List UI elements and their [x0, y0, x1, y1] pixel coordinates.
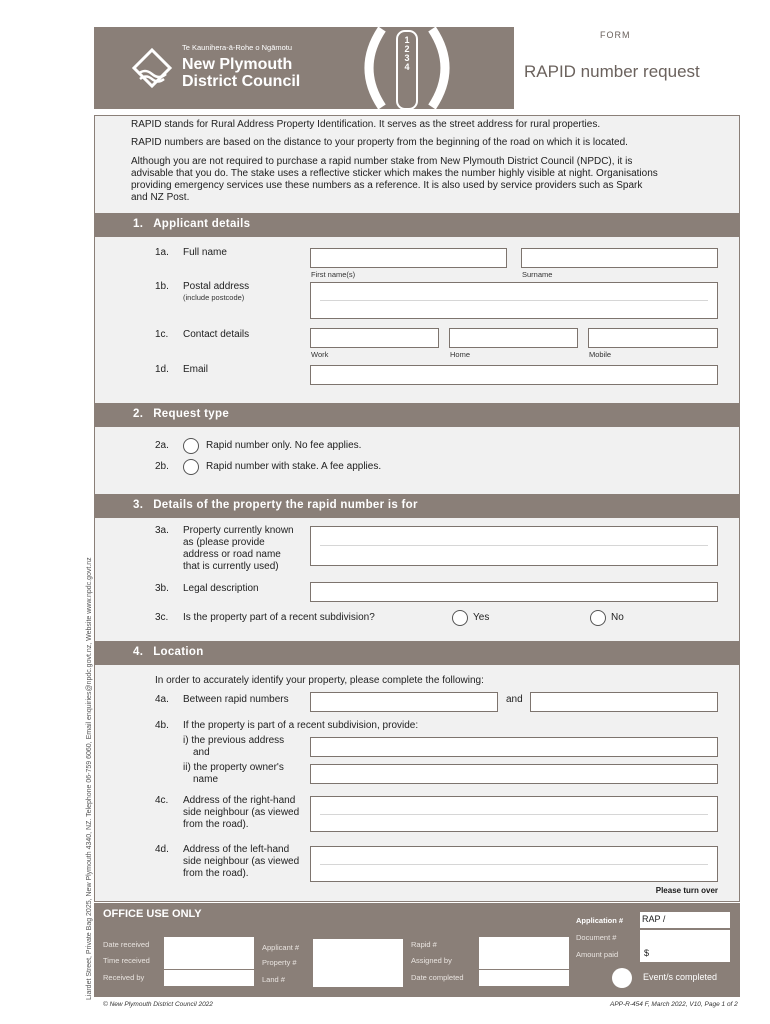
time-received-input[interactable]	[164, 953, 254, 969]
form-label: FORM	[600, 30, 631, 40]
form-reference: APP-R-454 F, March 2022, V10, Page 1 of 2	[610, 1001, 738, 1008]
email-label: Email	[183, 364, 209, 375]
document-number-input[interactable]	[640, 930, 730, 946]
field-rule	[320, 814, 708, 815]
item-number: 3a.	[155, 525, 169, 536]
property-number-label: Property #	[262, 958, 297, 967]
council-maori-name: Te Kaunihera-ā-Rohe o Ngāmotu	[182, 43, 293, 52]
right-neighbour-label: Address of the right-hand side neighbour (as viewed from the road).	[183, 795, 300, 830]
subdivision-yes-label: Yes	[473, 612, 490, 623]
council-name: New Plymouth District Council	[182, 56, 301, 90]
property-number-input[interactable]	[313, 955, 403, 971]
mobile-caption: Mobile	[589, 350, 612, 359]
item-number: 2b.	[155, 461, 169, 472]
office-use-title: OFFICE USE ONLY	[103, 908, 202, 920]
copyright-text: © New Plymouth District Council 2022	[103, 1001, 213, 1008]
rapid-with-stake-radio[interactable]	[183, 459, 199, 475]
item-number: 1d.	[155, 364, 169, 375]
received-by-input[interactable]	[164, 970, 254, 986]
home-caption: Home	[450, 350, 471, 359]
item-number: 4b.	[155, 720, 169, 731]
work-caption: Work	[311, 350, 329, 359]
mobile-phone-input[interactable]	[588, 328, 718, 348]
application-number-input[interactable]: RAP /	[640, 912, 730, 928]
postal-address-label: Postal address	[183, 281, 250, 292]
rapid-number-office-input[interactable]	[479, 937, 569, 953]
field-rule	[320, 864, 708, 865]
form-title: RAPID number request	[524, 62, 700, 81]
rapid-with-stake-label: Rapid number with stake. A fee applies.	[206, 461, 382, 472]
first-name-input[interactable]	[310, 248, 507, 268]
land-number-input[interactable]	[313, 971, 403, 987]
document-number-label: Document #	[576, 933, 617, 942]
assigned-by-input[interactable]	[479, 953, 569, 969]
contact-details-label: Contact details	[183, 329, 250, 340]
rapid-only-radio[interactable]	[183, 438, 199, 454]
item-number: 4c.	[155, 795, 169, 806]
date-completed-input[interactable]	[479, 970, 569, 986]
intro-paragraph-3: Although you are not required to purchase a rapid number stake from New Plymouth District Council (NPDC), it is advisable that you do. The stake uses a reflective sticker which makes the number highly visible at night. Organisations providing emergency services use these numbers as a reference. It is also used by service providers such as Spark and NZ Post.	[131, 156, 658, 203]
subdivision-yes-radio[interactable]	[452, 610, 468, 626]
council-contact-sidebar: Liardet Street, Private Bag 2025, New Plymouth 4340, NZ. Telephone 06-759 6060, Email enquiries@npdc.govt.nz, Website www.npdc.govt.nz	[86, 557, 93, 1000]
item-number: 4d.	[155, 844, 169, 855]
legal-description-input[interactable]	[310, 582, 718, 602]
application-number-label: Application #	[576, 916, 624, 925]
subdivision-provide-label: If the property is part of a recent subdivision, provide:	[183, 720, 419, 731]
date-completed-label: Date completed	[411, 973, 464, 982]
and-label: and	[506, 694, 523, 705]
section-1-header: 1. Applicant details	[95, 213, 740, 237]
full-name-label: Full name	[183, 247, 227, 258]
owner-name-input[interactable]	[310, 764, 718, 784]
surname-input[interactable]	[521, 248, 718, 268]
home-phone-input[interactable]	[449, 328, 578, 348]
legal-description-label: Legal description	[183, 583, 259, 594]
item-number: 3b.	[155, 583, 169, 594]
turn-over-note: Please turn over	[655, 886, 718, 895]
received-by-label: Received by	[103, 973, 145, 982]
rapid-only-label: Rapid number only. No fee applies.	[206, 440, 362, 451]
left-neighbour-label: Address of the left-hand side neighbour (as viewed from the road).	[183, 844, 300, 879]
surname-caption: Surname	[522, 270, 553, 279]
property-known-as-label: Property currently known as (please provide address or road name that is currently used)	[183, 525, 294, 572]
rapid-number-to-input[interactable]	[530, 692, 718, 712]
applicant-number-label: Applicant #	[262, 943, 300, 952]
previous-address-label: i) the previous address and	[183, 735, 285, 758]
item-number: 2a.	[155, 440, 169, 451]
item-number: 3c.	[155, 612, 169, 623]
section-4-header: 4. Location	[95, 641, 740, 665]
item-number: 1b.	[155, 281, 169, 292]
owner-name-label: ii) the property owner's name	[183, 762, 284, 785]
previous-address-input[interactable]	[310, 737, 718, 757]
assigned-by-label: Assigned by	[411, 956, 452, 965]
section-3-header: 3. Details of the property the rapid number is for	[95, 494, 740, 518]
postal-address-note: (include postcode)	[183, 293, 245, 302]
between-rapid-label: Between rapid numbers	[183, 694, 289, 705]
council-logo-icon	[130, 46, 174, 90]
rapid-number-from-input[interactable]	[310, 692, 498, 712]
location-intro: In order to accurately identify your property, please complete the following:	[155, 675, 484, 686]
amount-paid-label: Amount paid	[576, 950, 619, 959]
subdivision-no-radio[interactable]	[590, 610, 606, 626]
property-known-as-input[interactable]	[310, 526, 718, 566]
events-completed-label: Event/s completed	[643, 972, 718, 982]
work-phone-input[interactable]	[310, 328, 439, 348]
subdivision-question: Is the property part of a recent subdivision?	[183, 612, 375, 623]
item-number: 1a.	[155, 247, 169, 258]
intro-paragraph-1: RAPID stands for Rural Address Property Identification. It serves as the street address for rural properties.	[131, 119, 601, 130]
subdivision-no-label: No	[611, 612, 624, 623]
date-received-label: Date received	[103, 940, 150, 949]
item-number: 4a.	[155, 694, 169, 705]
intro-paragraph-2: RAPID numbers are based on the distance to your property from the beginning of the road on which it is located.	[131, 137, 628, 148]
events-completed-checkbox[interactable]	[612, 968, 632, 988]
amount-paid-input[interactable]: $	[640, 946, 730, 962]
email-input[interactable]	[310, 365, 718, 385]
field-rule	[320, 300, 708, 301]
date-received-input[interactable]	[164, 937, 254, 953]
time-received-label: Time received	[103, 956, 150, 965]
rapid-number-label: Rapid #	[411, 940, 437, 949]
item-number: 1c.	[155, 329, 169, 340]
field-rule	[320, 545, 708, 546]
section-2-header: 2. Request type	[95, 403, 740, 427]
applicant-number-input[interactable]	[313, 939, 403, 955]
first-name-caption: First name(s)	[311, 270, 356, 279]
land-number-label: Land #	[262, 975, 285, 984]
stake-digits: 1 2 3 4	[404, 35, 410, 72]
